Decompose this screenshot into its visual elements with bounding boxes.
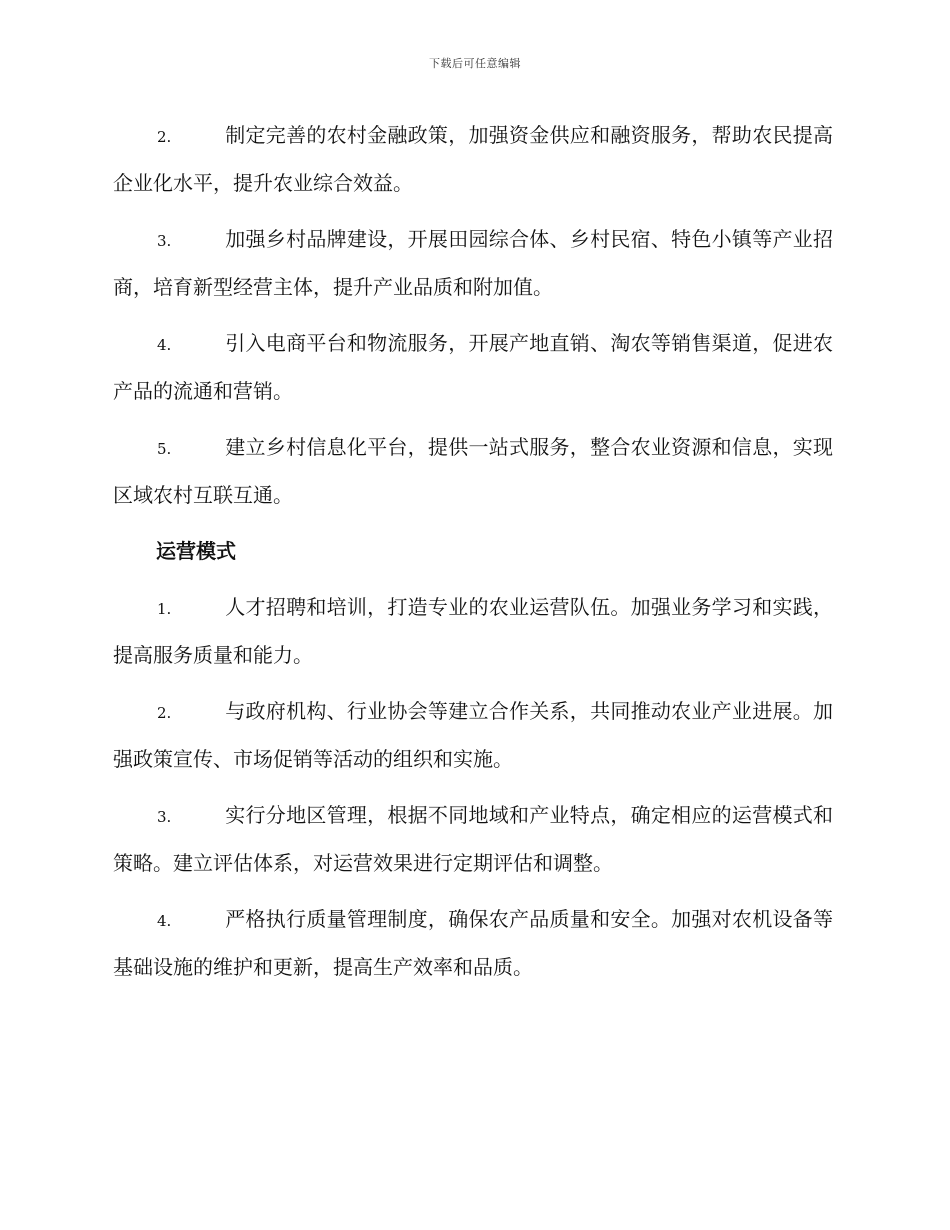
list-item-number: 4. [157, 336, 172, 354]
list-item [113, 320, 833, 414]
list-item-text: 建立乡村信息化平台，提供一站式服务，整合农业资源和信息，实现区域农村互联互通。 [113, 435, 833, 507]
list-item-text: 人才招聘和培训，打造专业的农业运营队伍。加强业务学习和实践，提高服务质量和能力。 [113, 595, 833, 667]
list-item-text: 引入电商平台和物流服务，开展产地直销、淘农等销售渠道，促进农产品的流通和营销。 [113, 331, 833, 403]
list-item [113, 688, 833, 782]
list-item [113, 112, 833, 206]
list-item [113, 424, 833, 518]
section-heading: 运营模式 [156, 539, 236, 563]
list-item-number: 3. [157, 232, 172, 250]
list-item-number: 5. [157, 440, 172, 458]
list-item-number: 4. [157, 912, 172, 930]
list-item-text: 实行分地区管理，根据不同地域和产业特点，确定相应的运营模式和策略。建立评估体系，对运营效果进行定期评估和调整。 [113, 803, 833, 875]
list-item-text: 加强乡村品牌建设，开展田园综合体、乡村民宿、特色小镇等产业招商，培育新型经营主体，提升产业品质和附加值。 [113, 227, 833, 299]
list-item [113, 896, 833, 990]
list-item [113, 584, 833, 678]
list-item-text: 与政府机构、行业协会等建立合作关系，共同推动农业产业进展。加强政策宣传、市场促销等活动的组织和实施。 [113, 699, 833, 771]
list-item-text: 严格执行质量管理制度，确保农产品质量和安全。加强对农机设备等基础设施的维护和更新，提高生产效率和品质。 [113, 907, 833, 979]
list-item-number: 2. [157, 704, 172, 722]
page-header-note: 下载后可任意编辑 [429, 57, 521, 70]
section-operation-mode [113, 528, 833, 990]
list-item [113, 792, 833, 886]
list-item-text: 制定完善的农村金融政策，加强资金供应和融资服务，帮助农民提高企业化水平，提升农业综合效益。 [113, 123, 833, 195]
document-body [113, 112, 833, 1000]
list-item [113, 216, 833, 310]
list-item-number: 3. [157, 808, 172, 826]
list-item-number: 1. [157, 600, 172, 618]
section-measures [113, 112, 833, 518]
list-item-number: 2. [157, 128, 172, 146]
